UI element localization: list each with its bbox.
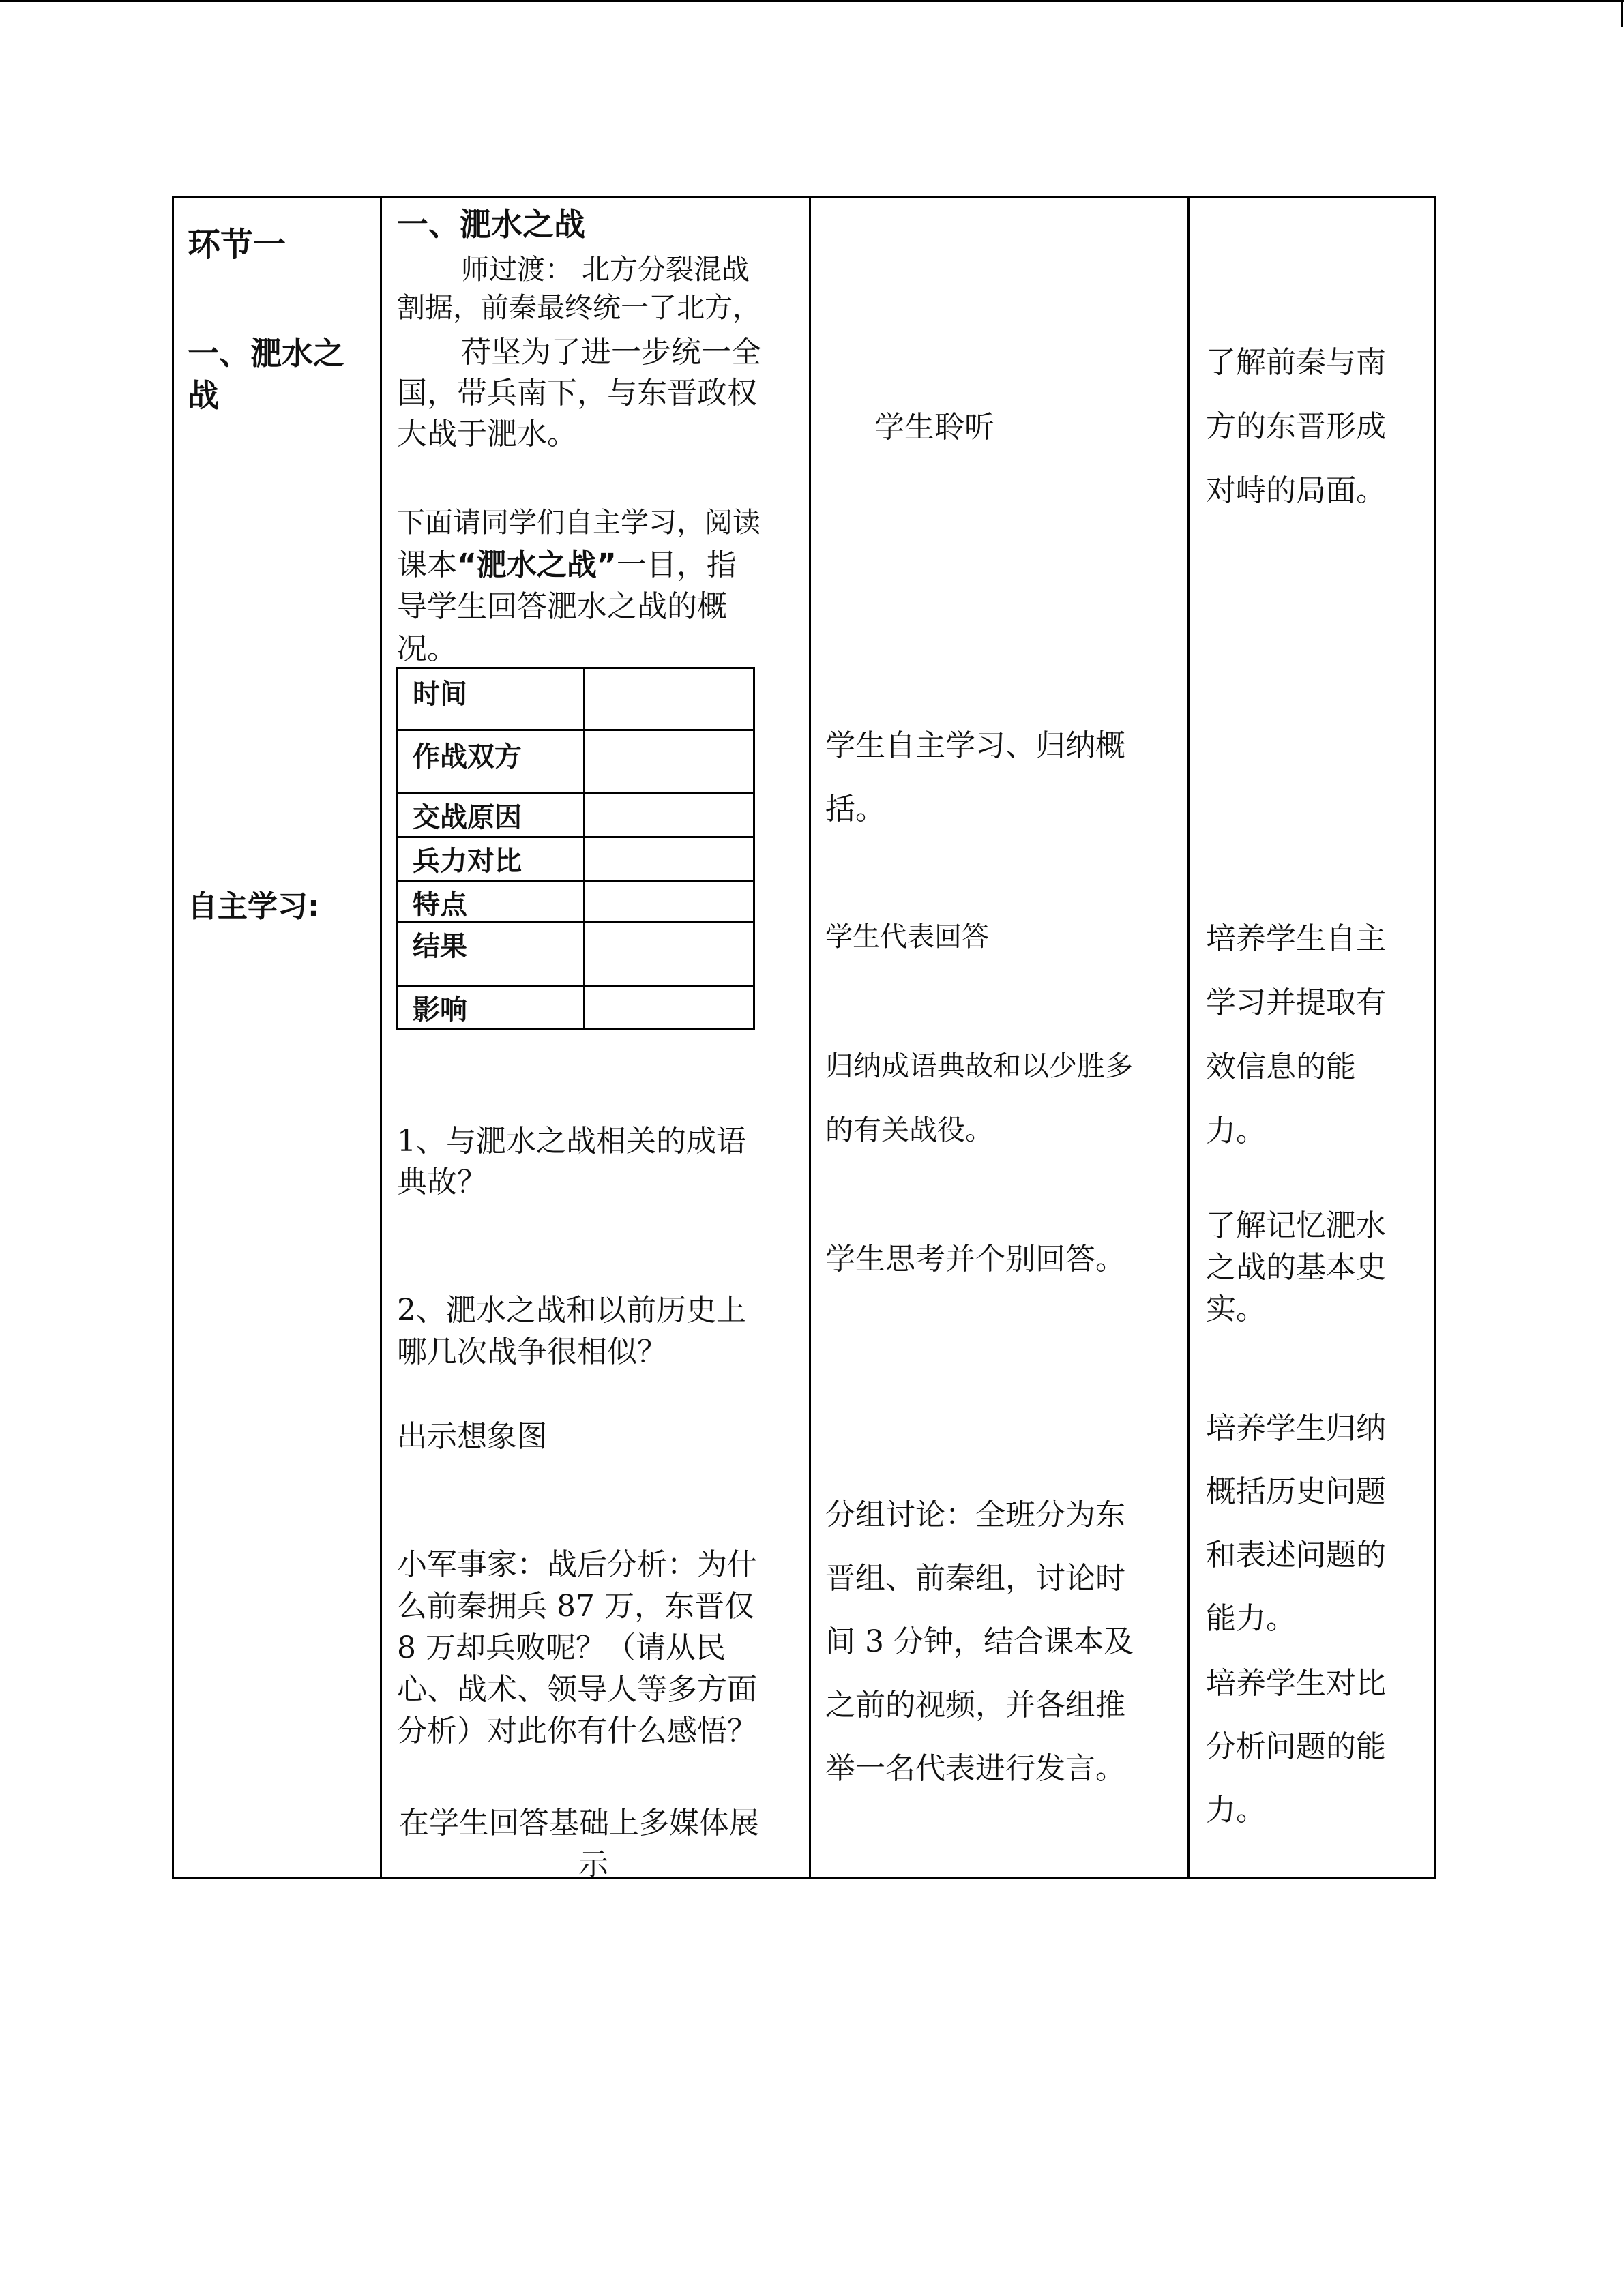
top-border-line xyxy=(0,0,1624,2)
ability2-line1: 培养学生归纳 xyxy=(1206,1411,1386,1446)
table-row-label: 特点 xyxy=(413,889,467,921)
analysis-line1: 小军事家：战后分析：为什 xyxy=(397,1547,757,1582)
analysis-line3: 8 万却兵败呢？（请从民 xyxy=(397,1630,726,1665)
table-row-label: 作战双方 xyxy=(413,741,522,773)
section-label: 环节一 xyxy=(188,226,286,264)
ability1-line3: 效信息的能 xyxy=(1206,1049,1356,1084)
question2-line2: 哪几次战争很相似？ xyxy=(397,1335,667,1369)
multimedia-line1: 在学生回答基础上多媒体展 xyxy=(399,1806,759,1840)
table-row-label: 兵力对比 xyxy=(413,846,522,877)
memory-line2: 之战的基本史 xyxy=(1206,1250,1386,1285)
summarize-line1: 归纳成语典故和以少胜多 xyxy=(825,1049,1133,1082)
analysis-line5: 分析）对此你有什么感悟？ xyxy=(397,1714,757,1748)
question2-line1: 2、淝水之战和以前历史上 xyxy=(397,1293,746,1328)
inner-row-line xyxy=(398,729,753,731)
question1-line2: 典故？ xyxy=(397,1165,487,1199)
inner-row-line xyxy=(398,985,753,987)
ability2-line2: 概括历史问题 xyxy=(1206,1474,1386,1509)
battle-summary-table xyxy=(396,667,755,1030)
instruction-line2 xyxy=(397,540,737,584)
question1-line1: 1、与淝水之战相关的成语 xyxy=(397,1124,746,1159)
ability1-line1: 培养学生自主 xyxy=(1206,921,1386,956)
table-row-label: 交战原因 xyxy=(413,802,522,833)
memory-line1: 了解记忆淝水 xyxy=(1206,1208,1386,1243)
content-title: 一、淝水之战 xyxy=(397,206,585,243)
multimedia-line2: 示 xyxy=(578,1847,608,1882)
self-study-line2: 括。 xyxy=(825,792,885,826)
inner-table-divider xyxy=(583,669,585,1028)
column-divider-1 xyxy=(380,196,382,1879)
analysis-line4: 心、战术、领导人等多方面 xyxy=(397,1672,757,1707)
ability3-line1: 培养学生对比 xyxy=(1206,1666,1386,1701)
column-divider-3 xyxy=(1187,196,1190,1879)
show-image-text: 出示想象图 xyxy=(397,1419,547,1454)
transition-line2: 割据，前秦最终统一了北方， xyxy=(397,291,761,324)
representative-answer: 学生代表回答 xyxy=(825,921,989,953)
memory-line3: 实。 xyxy=(1206,1292,1266,1326)
transition-line4: 国，带兵南下，与东晋政权 xyxy=(397,376,757,411)
student-listen: 学生聆听 xyxy=(874,410,994,445)
table-row-label: 时间 xyxy=(413,679,467,710)
table-row-label: 结果 xyxy=(413,931,467,962)
transition-line3: 苻坚为了进一步统一全 xyxy=(461,335,761,370)
ability1-line2: 学习并提取有 xyxy=(1206,985,1386,1020)
student-think: 学生思考并个别回答。 xyxy=(825,1242,1125,1277)
instruction-bold-title: “淝水之战” xyxy=(457,548,617,582)
understand-line1: 了解前秦与南 xyxy=(1206,345,1386,380)
discussion-line1: 分组讨论：全班分为东 xyxy=(825,1497,1125,1532)
self-study-line1: 学生自主学习、归纳概 xyxy=(825,728,1125,763)
instruction-line1: 下面请同学们自主学习，阅读 xyxy=(397,506,761,539)
right-corner-line xyxy=(1621,0,1623,27)
table-row-label: 影响 xyxy=(413,994,467,1026)
self-study-label: 自主学习: xyxy=(188,889,320,924)
ability3-line2: 分析问题的能 xyxy=(1206,1729,1386,1764)
section-heading-line1: 一、淝水之 xyxy=(188,335,344,372)
understand-line2: 方的东晋形成 xyxy=(1206,409,1386,444)
ability1-line4: 力。 xyxy=(1206,1114,1266,1148)
section-heading-line2: 战 xyxy=(188,377,219,414)
discussion-line3: 间 3 分钟，结合课本及 xyxy=(825,1624,1134,1659)
inner-row-line xyxy=(398,836,753,838)
ability3-line3: 力。 xyxy=(1206,1793,1266,1828)
understand-line3: 对峙的局面。 xyxy=(1206,473,1386,508)
transition-line5: 大战于淝水。 xyxy=(397,417,577,451)
ability2-line3: 和表述问题的 xyxy=(1206,1538,1386,1572)
discussion-line5: 举一名代表进行发言。 xyxy=(825,1751,1125,1786)
column-divider-2 xyxy=(809,196,811,1879)
ability2-line4: 能力。 xyxy=(1206,1601,1296,1636)
discussion-line4: 之前的视频，并各组推 xyxy=(825,1688,1125,1723)
instruction-line3: 导学生回答淝水之战的概 xyxy=(397,589,727,624)
instruction-line4: 况。 xyxy=(397,631,457,666)
summarize-line2: 的有关战役。 xyxy=(825,1114,993,1146)
inner-row-line xyxy=(398,792,753,794)
inner-row-line xyxy=(398,880,753,882)
instruction-suffix: 一目，指 xyxy=(616,548,737,582)
transition-line1: 师过渡： 北方分裂混战 xyxy=(461,253,750,286)
analysis-line2: 么前秦拥兵 87 万，东晋仅 xyxy=(397,1589,754,1624)
discussion-line2: 晋组、前秦组，讨论时 xyxy=(825,1561,1125,1596)
instruction-prefix: 课本 xyxy=(397,548,457,582)
